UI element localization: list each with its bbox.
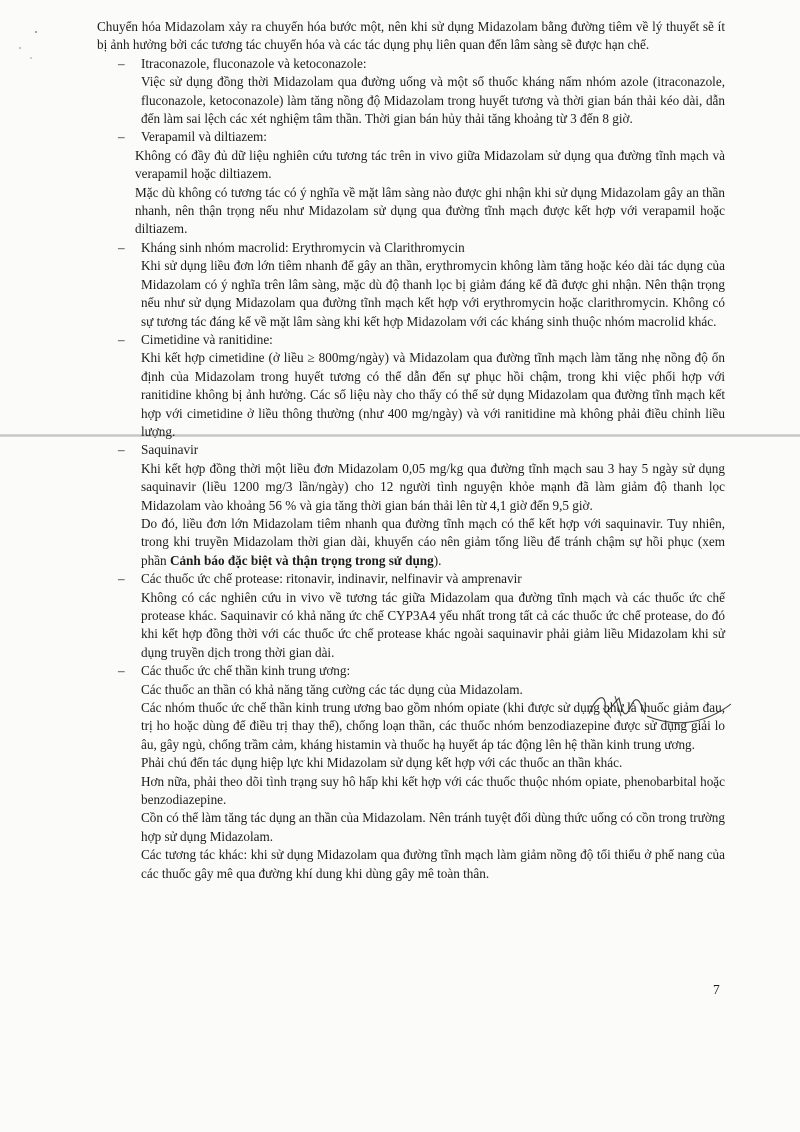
item-paragraph: Hơn nữa, phải theo dõi tình trạng suy hô hấp khi kết hợp với các thuốc thuộc nhóm opiate, phenobarbital hoặc benzodiazepine.: [141, 773, 725, 808]
item-paragraph: Khi kết hợp đồng thời một liều đơn Midazolam 0,05 mg/kg qua đường tĩnh mạch sau 3 hay 5 ngày sử dụng saquinavir (liều 1200 mg/3 lần/ngày) cho 12 người tình nguyện khỏe mạnh đã làm giảm độ thanh lọc Midazolam vào khoảng 56 % và gia tăng thời gian bán thải lên từ 4,1 giờ đến 9,5 giờ.: [141, 460, 725, 513]
bullet-dash: –: [118, 55, 125, 71]
item-paragraph: Phải chú đến tác dụng hiệp lực khi Midazolam sử dụng kết hợp với các thuốc an thần khác.: [141, 755, 623, 771]
bullet-dash: –: [118, 663, 125, 679]
item-paragraph: Khi kết hợp cimetidine (ở liều ≥ 800mg/ngày) và Midazolam qua đường tĩnh mạch làm tăng nhẹ nồng độ ổn định của Midazolam trong huyết tương có thể dẫn đến sự phục hồi chậm, trong khi việc phối hợp với ranitidine không bị ảnh hưởng. Các số liệu này cho thấy có thể sử dụng Midazolam qua đường tĩnh mạch kết hợp với cimetidine ở liều thông thường (như 400 mg/ngày) và với ranitidine mà không phải điều chỉnh liều lượng.: [141, 350, 725, 439]
item-paragraph: Không có các nghiên cứu in vivo về tương tác giữa Midazolam qua đường tĩnh mạch và các thuốc ức chế protease khác. Saquinavir có khả năng ức chế CYP3A4 yếu nhất trong tất cả các thuốc ức chế protease, do đó khi kết hợp đồng thời với các thuốc ức chế protease khác ngoài saquinavir phải giảm liều Midazolam khi sử dụng truyền dịch trong thời gian dài.: [141, 589, 725, 660]
item-paragraph: Mặc dù không có tương tác có ý nghĩa về mặt lâm sàng nào được ghi nhận khi sử dụng Midazolam gây an thần nhanh, nên thận trọng nếu như Midazolam sử dụng qua đường tĩnh mạch được kết hợp với verapamil hoặc diltiazem.: [135, 184, 725, 237]
interaction-item-cimetidine: [97, 331, 725, 441]
document-body: [97, 18, 725, 883]
bullet-dash: –: [118, 571, 125, 587]
bullet-dash: –: [118, 442, 125, 458]
item-paragraph: Cồn có thể làm tăng tác dụng an thần của Midazolam. Nên tránh tuyệt đối dùng thức uống có cồn trong trường hợp sử dụng Midazolam.: [141, 810, 725, 844]
interaction-item-saquinavir: [97, 441, 725, 570]
bullet-dash: –: [118, 129, 125, 145]
interaction-item-macrolid: [97, 239, 725, 331]
interaction-item-protease: [97, 570, 725, 662]
cross-reference-bold: Cảnh báo đặc biệt và thận trọng trong sử dụng: [169, 552, 434, 568]
item-paragraph-tail: ).: [433, 552, 442, 568]
bullet-dash: –: [118, 239, 125, 255]
item-paragraph: Các tương tác khác: khi sử dụng Midazolam qua đường tĩnh mạch làm giảm nồng độ tối thiểu ở phế nang của các thuốc gây mê qua đường khí dung khi dùng gây mê toàn thân.: [141, 847, 725, 881]
interaction-item-azole: [97, 55, 725, 129]
margin-dot-marks: [14, 28, 44, 68]
item-paragraph: Các thuốc an thần có khả năng tăng cường các tác dụng của Midazolam.: [141, 681, 523, 697]
item-heading: Itraconazole, fluconazole và ketoconazole:: [141, 55, 367, 71]
intro-paragraph: Chuyển hóa Midazolam xảy ra chuyển hóa bước một, nên khi sử dụng Midazolam bằng đường tiêm về lý thuyết sẽ ít bị ảnh hưởng bởi các tương tác chuyển hóa và các tác dụng phụ liên quan đến lâm sàng sẽ được hạn chế.: [97, 19, 725, 53]
item-paragraph: Khi sử dụng liều đơn lớn tiêm nhanh để gây an thần, erythromycin không làm tăng hoặc kéo dài tác dụng của Midazolam có ý nghĩa trên lâm sàng, mặc dù độ thanh lọc bị giảm đáng kể đã được ghi nhận. Nên thận trọng nếu như sử dụng Midazolam qua đường tĩnh mạch kết hợp với erythromycin hoặc clarithromycin. Không có sự tương tác đáng kể về mặt lâm sàng khi kết hợp Midazolam với các kháng sinh thuộc nhóm macrolid khác.: [141, 258, 725, 329]
item-heading: Kháng sinh nhóm macrolid: Erythromycin và Clarithromycin: [141, 239, 465, 255]
item-heading: Cimetidine và ranitidine:: [141, 331, 273, 347]
item-heading: Các thuốc ức chế thần kinh trung ương:: [141, 663, 351, 679]
bullet-dash: –: [118, 331, 125, 347]
item-paragraph: Không có đầy đủ dữ liệu nghiên cứu tương tác trên in vivo giữa Midazolam sử dụng qua đường tĩnh mạch và verapamil hoặc diltiazem.: [135, 147, 725, 182]
item-paragraph-with-reference: [141, 515, 725, 570]
handwritten-signature: [585, 684, 735, 734]
item-paragraph: Các nhóm thuốc ức chế thần kinh trung ương bao gồm nhóm opiate (khi được sử dụng như là thuốc giảm đau, trị ho hoặc dùng để điều trị thay thế), chống loạn thần, các thuốc nhóm benzodiazepine được sử dụng giải lo âu, gây ngủ, chống trầm cảm, kháng histamin và thuốc hạ huyết áp tác động lên hệ thần kinh trung ương.: [141, 700, 725, 752]
interaction-item-verapamil: [97, 128, 725, 238]
item-paragraph: Việc sử dụng đồng thời Midazolam qua đường uống và một số thuốc kháng nấm nhóm azole (itraconazole, fluconazole, ketoconazole) làm tăng nồng độ Midazolam trong huyết tương và thời gian bán thải kéo dài, dẫn đến làm sai lệch các xét nghiệm tâm thần. Thời gian bán hủy thải tăng khoảng từ 3 đến 8 giờ.: [141, 74, 725, 127]
item-heading: Verapamil và diltiazem:: [141, 129, 267, 145]
item-heading: Các thuốc ức chế protease: ritonavir, indinavir, nelfinavir và amprenavir: [141, 571, 522, 587]
item-heading: Saquinavir: [141, 442, 199, 458]
page-number: 7: [713, 982, 720, 997]
item-paragraph-text: Do đó, liều đơn lớn Midazolam tiêm nhanh qua đường tĩnh mạch có thể kết hợp với saquinavir. Tuy nhiên, trong khi truyền Midazolam thời gian dài, khuyến cáo nên giảm tổng liều để tránh chậm sự hồi phục (xem phần: [141, 515, 725, 568]
